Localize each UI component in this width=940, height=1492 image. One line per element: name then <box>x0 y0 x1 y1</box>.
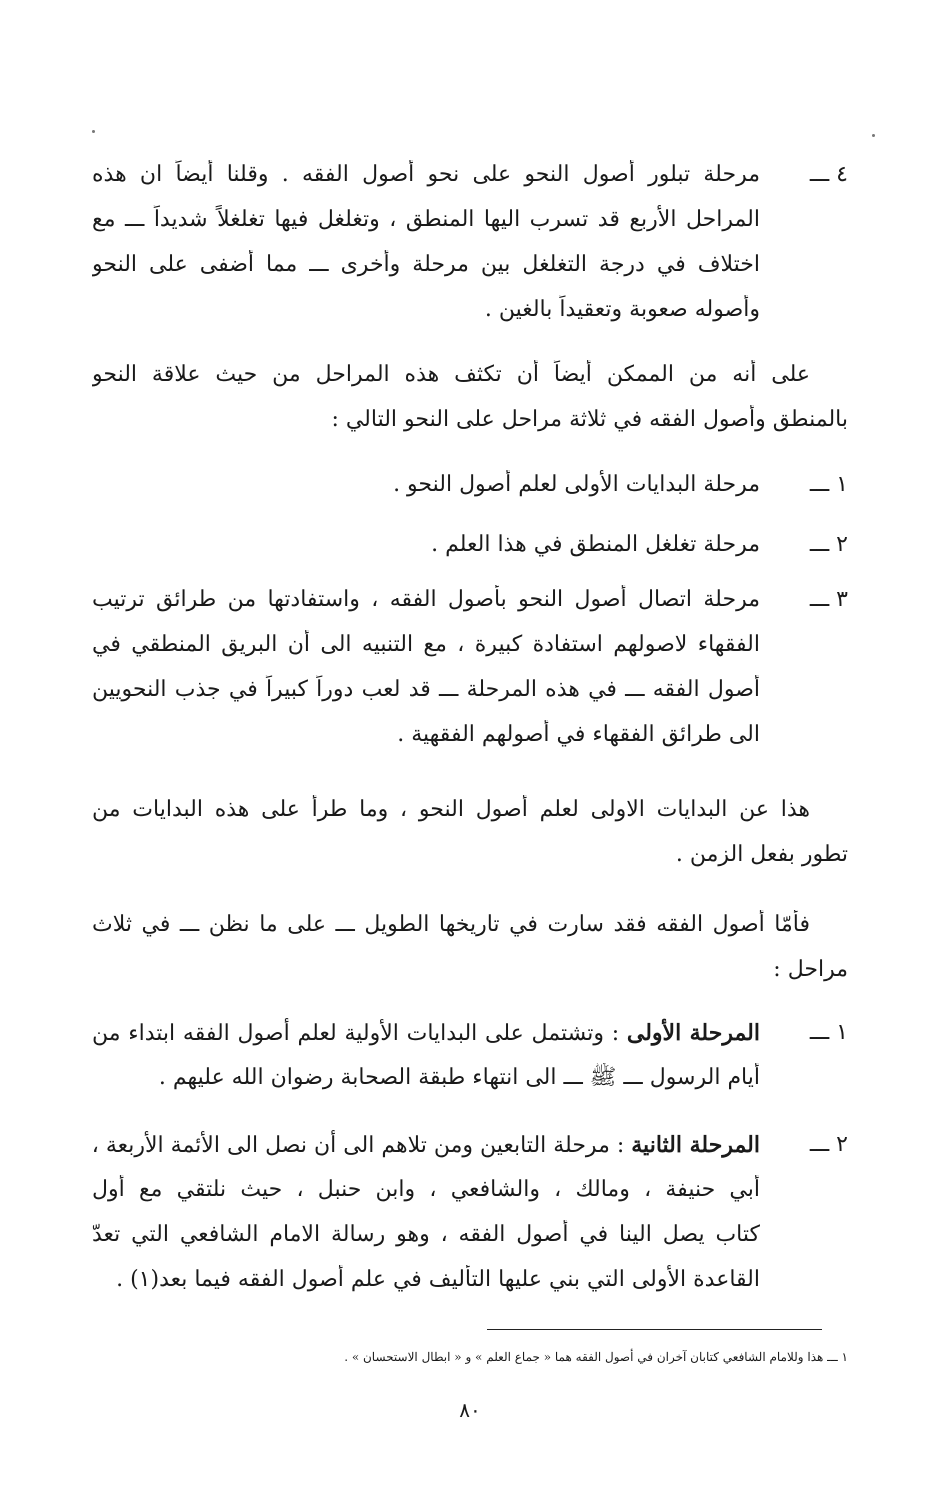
paragraph-line: تطور بفعل الزمن . <box>675 842 848 867</box>
item-4-line: مرحلة تبلور أصول النحو على نحو أصول الفقه . وقلنا أيضاً ان هذه <box>92 162 760 187</box>
footnote: ١ ـــ هذا وللامام الشافعي كتابان آخران في أصول الفقه هما « جماع العلم » و « ابطال الاستحسان » . <box>344 1350 848 1364</box>
scan-speck <box>872 134 875 137</box>
list-item-line: الفقهاء لاصولهم استفادة كبيرة ، مع التنبيه الى أن البريق المنطقي في <box>92 632 760 657</box>
paragraph-line: فأمّا أصول الفقه فقد سارت في تاريخها الطويل ـــ على ما نظن ـــ في ثلاث <box>92 912 810 937</box>
list-item-line: أصول الفقه ـــ في هذه المرحلة ـــ قد لعب دوراً كبيراً في جذب النحويين <box>92 677 760 702</box>
list-item-line: مرحلة البدايات الأولى لعلم أصول النحو . <box>393 472 760 497</box>
item-4-number: ٤ ـــ <box>809 162 848 187</box>
item-4-line: وأصوله صعوبة وتعقيداً بالغين . <box>484 297 760 322</box>
list-item-line: الى طرائق الفقهاء في أصولهم الفقهية . <box>397 722 760 747</box>
list-item-line: أبي حنيفة ، ومالك ، والشافعي ، وابن حنبل ، حيث نلتقي مع أول <box>92 1177 760 1202</box>
list-item-line: القاعدة الأولى التي بني عليها التأليف في علم أصول الفقه فيما بعد(١) . <box>116 1267 760 1292</box>
list-item-line <box>92 1018 760 1049</box>
page-number: ٨٠ <box>459 1398 481 1422</box>
list-number: ٢ ـــ <box>809 532 848 557</box>
list-number: ٢ ـــ <box>809 1132 848 1157</box>
list-number: ٣ ـــ <box>809 587 848 612</box>
paragraph-line: مراحل : <box>773 957 848 982</box>
list-number: ١ ـــ <box>809 1020 848 1045</box>
stage-title: المرحلة الثانية <box>631 1132 760 1158</box>
paragraph-line: على أنه من الممكن أيضاً أن تكثف هذه المراحل من حيث علاقة النحو <box>92 362 810 387</box>
list-item-line: أيام الرسول ـــ ﷺ ـــ الى انتهاء طبقة الصحابة رضوان الله عليهم . <box>158 1065 760 1090</box>
item-4-line: المراحل الأربع قد تسرب اليها المنطق ، وتغلغل فيها تغلغلاً شديداً ـــ مع <box>92 207 760 232</box>
list-item-line: مرحلة اتصال أصول النحو بأصول الفقه ، واستفادتها من طرائق ترتيب <box>92 587 760 612</box>
list-number: ١ ـــ <box>809 472 848 497</box>
footnote-rule <box>487 1329 822 1330</box>
list-item-line <box>92 1130 760 1161</box>
stage-title: المرحلة الأولى <box>626 1020 760 1046</box>
list-item-line: كتاب يصل الينا في أصول الفقه ، وهو رسالة الامام الشافعي التي تعدّ <box>92 1222 760 1247</box>
scan-speck <box>92 130 95 133</box>
paragraph-line: هذا عن البدايات الاولى لعلم أصول النحو ، وما طرأ على هذه البدايات من <box>92 797 810 822</box>
paragraph-line: بالمنطق وأصول الفقه في ثلاثة مراحل على النحو التالي : <box>331 407 848 432</box>
list-item-line: مرحلة تغلغل المنطق في هذا العلم . <box>431 532 760 557</box>
item-4-line: اختلاف في درجة التغلغل بين مرحلة وأخرى ـــ مما أضفى على النحو <box>92 252 760 277</box>
stage-description: : وتشتمل على البدايات الأولية لعلم أصول الفقه ابتداء من <box>92 1021 627 1046</box>
stage-description: : مرحلة التابعين ومن تلاهم الى أن نصل الى الأئمة الأربعة ، <box>92 1133 632 1158</box>
